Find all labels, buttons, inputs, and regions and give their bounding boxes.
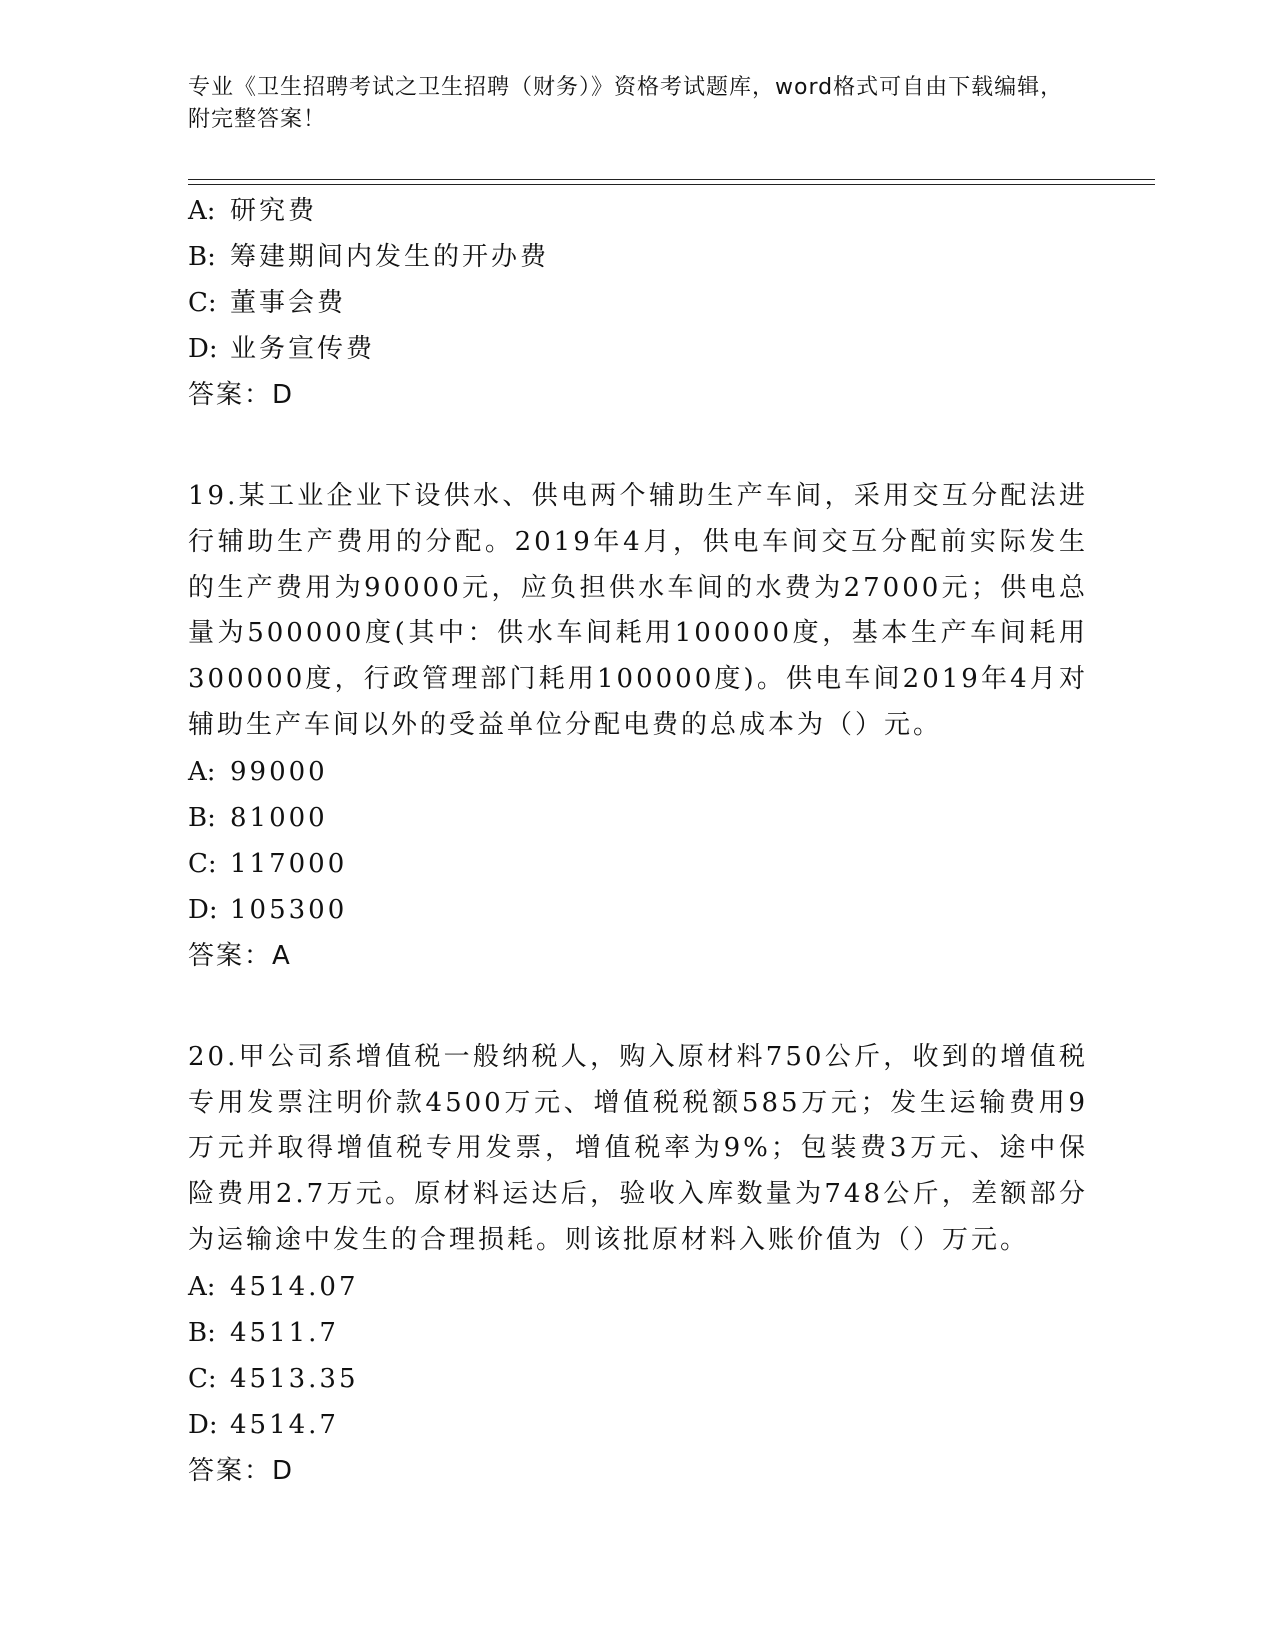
question-20-text: 20.甲公司系增值税一般纳税人，购入原材料750公斤，收到的增值税专用发票注明价款4500万元、增值税税额585万元；发生运输费用9万元并取得增值税专用发票，增值税率为9%；包装费3万元、途中保险费用2.7万元。原材料运达后，验收入库数量为748公斤，差额部分为运输途中发生的合理损耗。则该批原材料入账价值为（）万元。	[188, 1041, 1088, 1255]
option-text: 4514.7	[230, 1409, 339, 1440]
option-text: 研究费	[230, 196, 318, 226]
question-20-options	[188, 1264, 1088, 1494]
option-a	[188, 188, 1088, 234]
option-b	[188, 795, 1088, 841]
option-text: 筹建期间内发生的开办费	[230, 242, 550, 272]
option-text: 117000	[230, 848, 348, 879]
question-19-options	[188, 749, 1088, 979]
question-18-options	[188, 188, 1088, 418]
option-key: B:	[188, 242, 216, 272]
answer-line: 答案：D	[188, 1455, 295, 1486]
option-text: 董事会费	[230, 288, 347, 318]
option-text: 81000	[230, 802, 328, 833]
option-c	[188, 841, 1088, 887]
header-rule-bottom	[188, 184, 1155, 185]
option-key: A:	[188, 196, 216, 226]
question-content	[188, 188, 1088, 1494]
option-key: A:	[188, 1271, 216, 1302]
option-c	[188, 280, 1088, 326]
option-c	[188, 1356, 1088, 1402]
option-a	[188, 749, 1088, 795]
option-d	[188, 326, 1088, 372]
header-rule-top	[188, 179, 1155, 180]
option-key: B:	[188, 1317, 216, 1348]
answer-line: 答案：A	[188, 940, 292, 971]
option-key: C:	[188, 288, 217, 318]
option-text: 4511.7	[230, 1317, 339, 1348]
option-b	[188, 234, 1088, 280]
option-text: 4513.35	[230, 1363, 359, 1394]
option-key: D:	[188, 894, 218, 925]
option-d	[188, 887, 1088, 933]
question-19-text: 19.某工业企业下设供水、供电两个辅助生产车间，采用交互分配法进行辅助生产费用的分配。2019年4月，供电车间交互分配前实际发生的生产费用为90000元，应负担供水车间的水费为27000元；供电总量为500000度(其中：供水车间耗用100000度，基本生产车间耗用300000度，行政管理部门耗用100000度)。供电车间2019年4月对辅助生产车间以外的受益单位分配电费的总成本为（）元。	[188, 481, 1088, 740]
option-text: 105300	[230, 894, 348, 925]
option-b	[188, 1310, 1088, 1356]
answer-line: 答案：D	[188, 380, 295, 410]
option-key: D:	[188, 1409, 218, 1440]
option-key: C:	[188, 1363, 217, 1394]
option-key: A:	[188, 756, 216, 787]
option-key: B:	[188, 802, 216, 833]
option-text: 4514.07	[230, 1271, 359, 1302]
option-d	[188, 1402, 1088, 1448]
option-key: C:	[188, 848, 217, 879]
option-text: 业务宣传费	[230, 334, 376, 364]
document-header: 专业《卫生招聘考试之卫生招聘（财务）》资格考试题库，word格式可自由下载编辑，附完整答案！	[188, 75, 1064, 132]
option-text: 99000	[230, 756, 328, 787]
option-a	[188, 1264, 1088, 1310]
option-key: D:	[188, 334, 218, 364]
